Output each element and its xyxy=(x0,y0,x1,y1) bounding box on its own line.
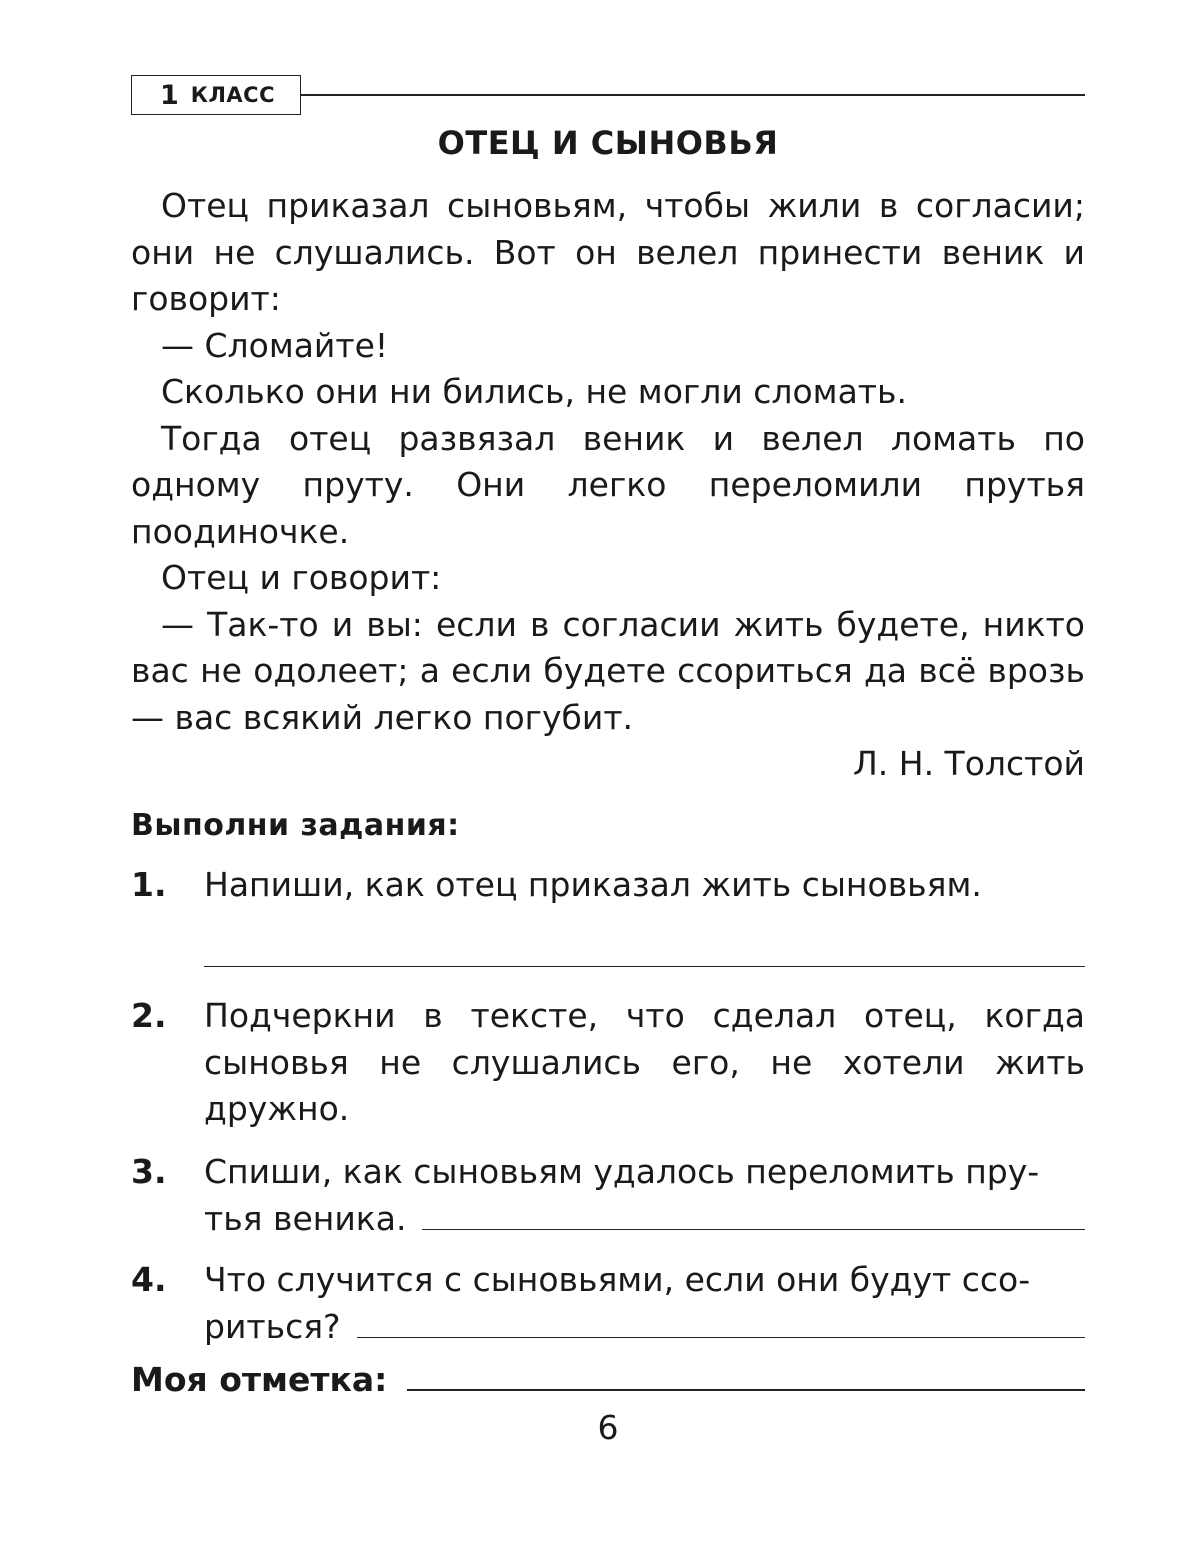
story-title: ОТЕЦ И СЫНОВЬЯ xyxy=(437,124,779,162)
story-paragraph: Сколько они ни бились, не могли сломать. xyxy=(161,372,907,411)
task-number: 2. xyxy=(131,996,167,1035)
grade-number: 1 xyxy=(160,79,179,111)
task-4 xyxy=(131,1257,1085,1350)
task-number: 1. xyxy=(131,865,167,904)
tasks-heading: Выполни задания: xyxy=(131,808,460,843)
task-number: 4. xyxy=(131,1260,167,1299)
grade-label-box xyxy=(131,75,301,115)
task-text: Напиши, как отец приказал жить сыновьям. xyxy=(204,865,982,904)
story-paragraph: Отец приказал сыновьям, чтобы жили в согласии; они не слушались. Вот он велел принести веник и говорит: xyxy=(131,186,1085,318)
story-paragraph: — Так-то и вы: если в согласии жить будете, никто вас не одолеет; а если будете ссориться да всё врозь — вас всякий легко погубит. xyxy=(131,604,1085,737)
story-paragraph: Тогда отец развязал веник и велел ломать по одному пруту. Они легко переломили прутья поодиночке. xyxy=(131,418,1085,551)
story-paragraph: Отец и говорит: xyxy=(161,558,442,597)
task-3 xyxy=(131,1149,1085,1242)
task-text-continued: риться? xyxy=(204,1306,341,1346)
page-number: 6 xyxy=(597,1408,619,1447)
task-text-continued: тья веника. xyxy=(204,1198,407,1238)
grade-word: КЛАСС xyxy=(190,83,275,107)
task-text: Подчеркни в тексте, что сделал отец, когда сыновья не слушались его, не хотели жить дружно. xyxy=(204,996,1085,1128)
grade-mark-row xyxy=(131,1357,1085,1399)
task-text: Что случится с сыновьями, если они будут ссо- xyxy=(204,1260,1031,1299)
task-number: 3. xyxy=(131,1152,167,1191)
task-1-answer-line[interactable] xyxy=(204,966,1085,967)
mark-answer-line[interactable] xyxy=(407,1357,1085,1391)
task-text: Спиши, как сыновьям удалось переломить пру- xyxy=(204,1152,1040,1191)
grade-header xyxy=(131,75,1085,117)
mark-label: Моя отметка: xyxy=(131,1360,388,1399)
story-text xyxy=(131,183,1085,788)
task-3-answer-line[interactable] xyxy=(422,1199,1085,1230)
story-paragraph: — Сломайте! xyxy=(161,325,389,365)
story-author: Л. Н. Толстой xyxy=(852,744,1085,783)
task-4-answer-line[interactable] xyxy=(357,1307,1085,1338)
task-1 xyxy=(131,862,1085,909)
task-2 xyxy=(131,993,1085,1133)
header-rule xyxy=(301,94,1085,96)
